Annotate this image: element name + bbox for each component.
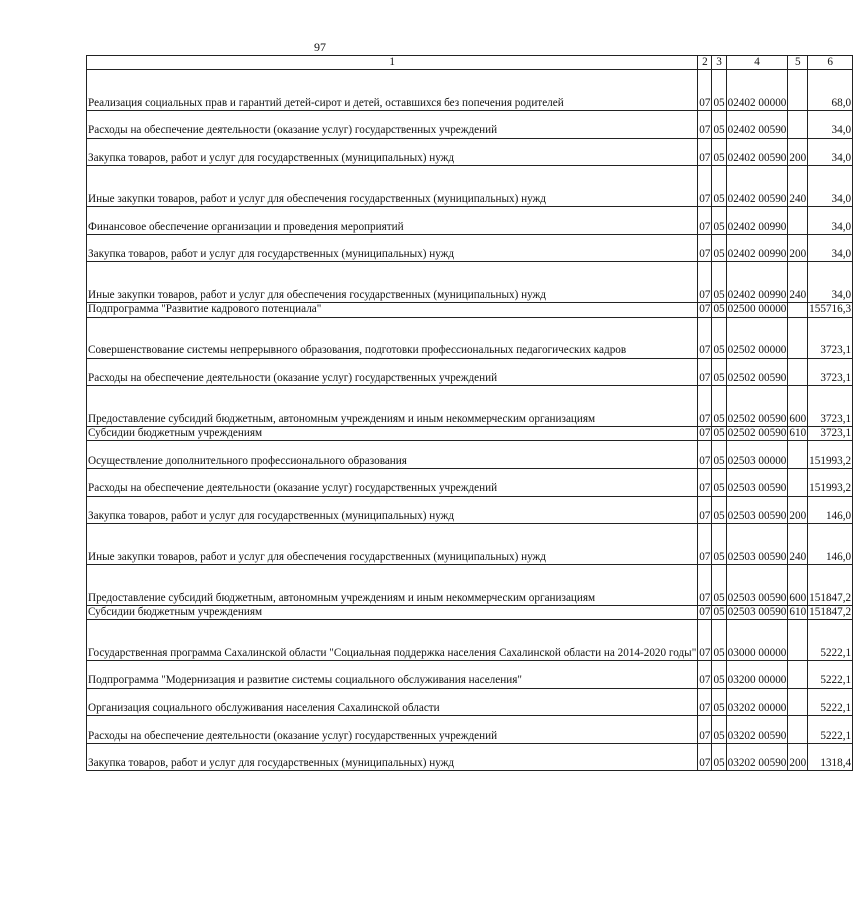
row-expense-type: 610	[789, 605, 807, 618]
row-expense-type: 600	[788, 386, 808, 427]
table-row	[87, 303, 853, 317]
row-name: Субсидии бюджетным учреждениям	[87, 605, 698, 619]
row-expense-type	[788, 468, 808, 496]
row-section: 07	[698, 207, 712, 235]
row-name: Закупка товаров, работ и услуг для государственных (муниципальных) нужд	[87, 138, 698, 166]
row-section: 07	[698, 138, 712, 166]
table-row	[87, 468, 853, 496]
row-amount: 34,0	[808, 138, 853, 166]
row-section: 07	[698, 564, 712, 605]
row-amount: 151847,2	[809, 605, 852, 618]
row-amount: 146,0	[808, 524, 853, 565]
row-expense-type: 240	[788, 524, 808, 565]
header-col-6: 6	[808, 56, 853, 70]
row-expense-type	[788, 317, 808, 358]
row-expense-type	[788, 688, 808, 716]
table-row	[87, 111, 853, 139]
row-section: 07	[698, 743, 712, 771]
row-expense-type: 240	[788, 262, 808, 303]
row-subsection: 05	[712, 317, 726, 358]
row-subsection: 05	[712, 358, 726, 386]
row-target-article: 02503 00590	[727, 605, 787, 618]
row-target-article: 02502 00590	[726, 386, 788, 427]
row-name: Иные закупки товаров, работ и услуг для обеспечения государственных (муниципальных) нужд	[87, 166, 698, 207]
row-name: Организация социального обслуживания населения Сахалинской области	[87, 688, 698, 716]
row-expense-type: 600	[788, 564, 808, 605]
header-col-2: 2	[698, 56, 712, 70]
row-expense-type: 200	[788, 234, 808, 262]
table-row	[87, 317, 853, 358]
table-row	[87, 620, 853, 661]
row-section: 07	[698, 70, 712, 111]
row-subsection: 05	[712, 234, 726, 262]
row-subsection: 05	[712, 688, 726, 716]
row-subsection: 05	[713, 427, 725, 440]
row-target-article: 02402 00990	[726, 234, 788, 262]
row-subsection: 05	[712, 524, 726, 565]
row-section: 07	[698, 716, 712, 744]
row-amount: 151993,2	[808, 441, 853, 469]
row-target-article: 02503 00590	[726, 468, 788, 496]
row-target-article: 02502 00000	[726, 317, 788, 358]
row-name: Подпрограмма "Модернизация и развитие системы социального обслуживания населения"	[87, 661, 698, 689]
row-target-article: 02402 00990	[726, 262, 788, 303]
row-subsection: 05	[712, 262, 726, 303]
table-row	[87, 441, 853, 469]
row-target-article: 02402 00990	[726, 207, 788, 235]
row-expense-type: 200	[788, 743, 808, 771]
page-number: 97	[314, 40, 326, 54]
row-name: Совершенствование системы непрерывного образования, подготовки профессиональных педагогических кадров	[87, 317, 698, 358]
row-section: 07	[699, 303, 711, 316]
row-name: Предоставление субсидий бюджетным, автономным учреждениям и иным некоммерческим организациям	[87, 386, 698, 427]
row-amount: 5222,1	[808, 620, 853, 661]
header-col-1: 1	[87, 56, 698, 70]
table-row	[87, 138, 853, 166]
row-name: Подпрограмма "Развитие кадрового потенциала"	[87, 303, 698, 317]
row-name: Расходы на обеспечение деятельности (оказание услуг) государственных учреждений	[87, 716, 698, 744]
row-name: Расходы на обеспечение деятельности (оказание услуг) государственных учреждений	[87, 358, 698, 386]
row-amount: 146,0	[808, 496, 853, 524]
table-row	[87, 496, 853, 524]
row-subsection: 05	[712, 111, 726, 139]
row-amount: 34,0	[808, 207, 853, 235]
row-subsection: 05	[712, 70, 726, 111]
row-expense-type	[788, 207, 808, 235]
row-expense-type	[788, 358, 808, 386]
table-body	[87, 70, 853, 771]
table-row	[87, 207, 853, 235]
row-name: Закупка товаров, работ и услуг для государственных (муниципальных) нужд	[87, 743, 698, 771]
row-amount: 34,0	[808, 262, 853, 303]
row-expense-type	[788, 716, 808, 744]
table-row	[87, 564, 853, 605]
row-section: 07	[698, 496, 712, 524]
row-expense-type	[788, 661, 808, 689]
row-amount: 3723,1	[808, 317, 853, 358]
row-target-article: 03202 00590	[726, 716, 788, 744]
row-expense-type	[788, 441, 808, 469]
table-row	[87, 386, 853, 427]
row-section: 07	[698, 468, 712, 496]
row-amount: 151993,2	[808, 468, 853, 496]
table-row	[87, 524, 853, 565]
row-subsection: 05	[712, 716, 726, 744]
row-name: Иные закупки товаров, работ и услуг для обеспечения государственных (муниципальных) нужд	[87, 524, 698, 565]
table-row	[87, 358, 853, 386]
row-name: Закупка товаров, работ и услуг для государственных (муниципальных) нужд	[87, 496, 698, 524]
header-col-4: 4	[726, 56, 788, 70]
table-row	[87, 688, 853, 716]
row-section: 07	[698, 358, 712, 386]
row-amount: 34,0	[808, 234, 853, 262]
budget-table	[86, 55, 853, 771]
row-subsection: 05	[712, 207, 726, 235]
row-expense-type	[788, 70, 808, 111]
row-target-article: 02500 00000	[727, 303, 787, 316]
row-name: Финансовое обеспечение организации и проведения мероприятий	[87, 207, 698, 235]
row-amount: 155716,3	[809, 303, 852, 316]
row-section: 07	[698, 386, 712, 427]
row-name: Расходы на обеспечение деятельности (оказание услуг) государственных учреждений	[87, 468, 698, 496]
row-target-article: 02503 00590	[726, 564, 788, 605]
row-subsection: 05	[712, 138, 726, 166]
header-col-3: 3	[712, 56, 726, 70]
row-amount: 34,0	[808, 166, 853, 207]
row-section: 07	[698, 166, 712, 207]
row-subsection: 05	[712, 166, 726, 207]
row-subsection: 05	[713, 605, 725, 618]
row-target-article: 02503 00590	[726, 524, 788, 565]
row-target-article: 03000 00000	[726, 620, 788, 661]
row-amount: 5222,1	[808, 688, 853, 716]
row-section: 07	[698, 317, 712, 358]
row-amount: 3723,1	[808, 427, 853, 441]
row-section: 07	[698, 688, 712, 716]
row-amount: 5222,1	[808, 661, 853, 689]
row-name: Предоставление субсидий бюджетным, автономным учреждениям и иным некоммерческим организациям	[87, 564, 698, 605]
table-row	[87, 262, 853, 303]
row-section: 07	[698, 441, 712, 469]
row-amount: 68,0	[808, 70, 853, 111]
row-subsection: 05	[713, 303, 725, 316]
row-expense-type: 200	[788, 138, 808, 166]
row-expense-type	[788, 303, 808, 317]
row-name: Иные закупки товаров, работ и услуг для обеспечения государственных (муниципальных) нужд	[87, 262, 698, 303]
row-target-article: 02503 00000	[726, 441, 788, 469]
table-header	[87, 56, 853, 70]
row-name: Государственная программа Сахалинской области "Социальная поддержка населения Сахалинской области на 2014-2020 годы"	[87, 620, 698, 661]
row-name: Реализация социальных прав и гарантий детей-сирот и детей, оставшихся без попечения родителей	[87, 70, 698, 111]
row-name: Расходы на обеспечение деятельности (оказание услуг) государственных учреждений	[87, 111, 698, 139]
row-name: Субсидии бюджетным учреждениям	[87, 427, 698, 441]
row-target-article: 02402 00590	[726, 166, 788, 207]
row-amount: 5222,1	[808, 716, 853, 744]
row-section: 07	[698, 524, 712, 565]
row-subsection: 05	[712, 661, 726, 689]
row-amount: 3723,1	[808, 358, 853, 386]
row-target-article: 03202 00000	[726, 688, 788, 716]
row-amount: 151847,2	[808, 564, 853, 605]
row-amount: 1318,4	[808, 743, 853, 771]
table-row	[87, 605, 853, 619]
row-subsection: 05	[712, 496, 726, 524]
row-section: 07	[698, 111, 712, 139]
row-subsection: 05	[712, 441, 726, 469]
row-target-article: 02503 00590	[726, 496, 788, 524]
row-amount: 34,0	[808, 111, 853, 139]
row-section: 07	[698, 234, 712, 262]
row-name: Закупка товаров, работ и услуг для государственных (муниципальных) нужд	[87, 234, 698, 262]
row-target-article: 02502 00590	[727, 427, 787, 440]
header-col-5: 5	[788, 56, 808, 70]
row-section: 07	[699, 427, 711, 440]
row-section: 07	[699, 605, 711, 618]
header-row	[87, 56, 853, 70]
row-subsection: 05	[712, 620, 726, 661]
row-amount: 3723,1	[808, 386, 853, 427]
row-subsection: 05	[712, 564, 726, 605]
row-target-article: 03200 00000	[726, 661, 788, 689]
row-target-article: 02402 00590	[726, 111, 788, 139]
row-section: 07	[698, 262, 712, 303]
row-target-article: 02402 00590	[726, 138, 788, 166]
table-row	[87, 427, 853, 441]
row-subsection: 05	[712, 386, 726, 427]
table-row	[87, 716, 853, 744]
row-target-article: 03202 00590	[726, 743, 788, 771]
table-row	[87, 234, 853, 262]
table-row	[87, 70, 853, 111]
table-row	[87, 743, 853, 771]
row-subsection: 05	[712, 468, 726, 496]
row-expense-type: 200	[788, 496, 808, 524]
row-expense-type	[788, 111, 808, 139]
row-subsection: 05	[712, 743, 726, 771]
table-row	[87, 661, 853, 689]
table-row	[87, 166, 853, 207]
row-section: 07	[698, 620, 712, 661]
row-name: Осуществление дополнительного профессионального образования	[87, 441, 698, 469]
row-section: 07	[698, 661, 712, 689]
row-target-article: 02402 00000	[726, 70, 788, 111]
row-expense-type: 240	[788, 166, 808, 207]
row-expense-type: 610	[789, 427, 807, 440]
row-target-article: 02502 00590	[726, 358, 788, 386]
row-expense-type	[788, 620, 808, 661]
